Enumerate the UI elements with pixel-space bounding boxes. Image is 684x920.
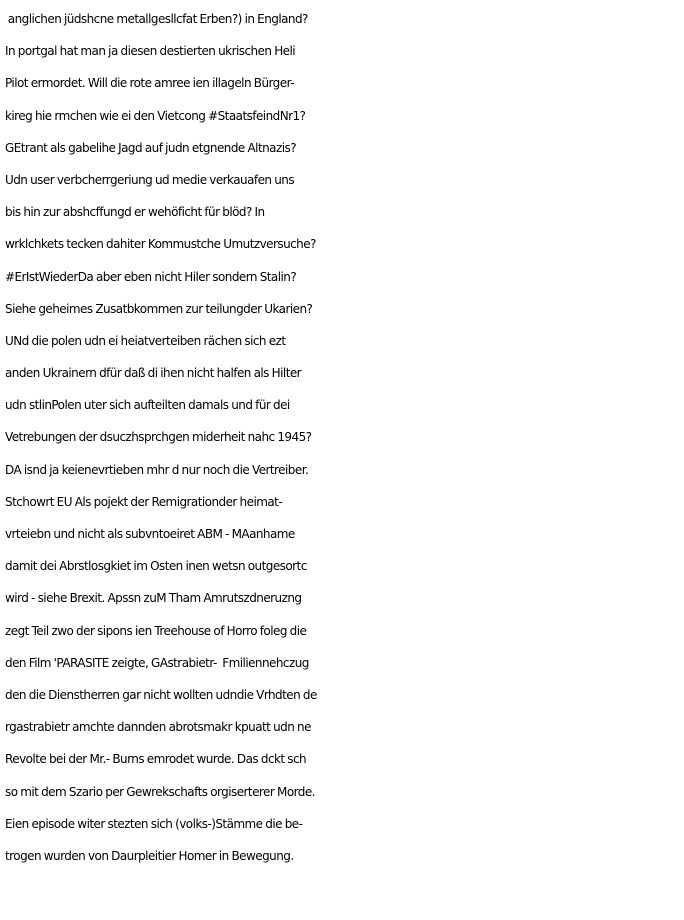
text-line-3: Pilot ermordet. Will die rote amree ien illageln Bürger- [5,76,294,91]
text-line-11: UNd die polen udn ei heiatverteiben rächen sich ezt [5,333,286,348]
text-line-5: GEtrant als gabelihe Jagd auf judn etgnende Altnazis? [5,140,297,155]
text-line-22: den die Dienstherren gar nicht wollten udndie Vrhdten de [5,687,317,702]
text-line-26: Eien episode witer stezten sich (volks-)Stämme die be- [5,816,303,831]
text-line-21: den Film 'PARASITE zeigte, GAstrabietr- Fmiliennehczug [5,655,309,670]
text-line-1: anglichen jüdshcne metallgesllcfat Erben?) in England? [5,12,308,26]
text-line-16: Stchowrt EU Als pojekt der Remigrationder heimat- [5,494,283,509]
text-line-24: Revolte bei der Mr.- Burns emrodet wurde. Das dckt sch [5,752,307,767]
text-line-12: anden Ukrainern dfür daß di ihen nicht halfen als Hilter [5,366,302,381]
text-line-17: vrteiebn und nicht als subvntoeiret ABM - MAanhame [5,527,295,541]
text-line-6: Udn user verbcherrgeriung ud medie verkauafen uns [5,172,295,187]
text-line-18: damit dei Abrstlosgkiet im Osten inen wetsn outgesortc [5,559,307,574]
text-line-27: trogen wurden von Daurpleitier Homer in Bewegung. [5,848,294,863]
text-line-15: DA isnd ja keienevrtieben mhr d nur noch die Vertreiber. [5,462,309,477]
text-body [5,3,683,872]
text-line-20: zegt Teil zwo der sipons ien Treehouse of Horro foleg die [5,623,307,638]
text-line-8: wrklchkets tecken dahiter Kommustche Umutzversuche? [5,237,316,252]
text-line-4: kireg hie rmchen wie ei den Vietcong #StaatsfeindNr1? [5,108,306,123]
text-line-19: wird - siehe Brexit. Apssn zuM Tham Amrutszdneruzng [5,591,302,606]
text-line-7: bis hin zur abshcffungd er wehöficht für blöd? In [5,205,265,220]
text-line-2: In portgal hat man ja diesen destierten ukrischen Heli [5,44,296,59]
text-line-25: so mit dem Szario per Gewrekschafts orgiserterer Morde. [5,784,315,799]
text-line-13: udn stlinPolen uter sich aufteilten damals und für dei [5,398,290,413]
text-line-14: Vetrebungen der dsuczhsprchgen miderheit nahc 1945? [5,430,312,445]
text-line-23: rgastrabietr amchte dannden abrotsmakr kpuatt udn ne [5,720,311,735]
text-line-10: Siehe geheimes Zusatbkommen zur teilungder Ukarien? [5,301,313,316]
text-line-9: #ErIstWiederDa aber eben nicht Hiler sondern Stalin? [5,269,297,284]
